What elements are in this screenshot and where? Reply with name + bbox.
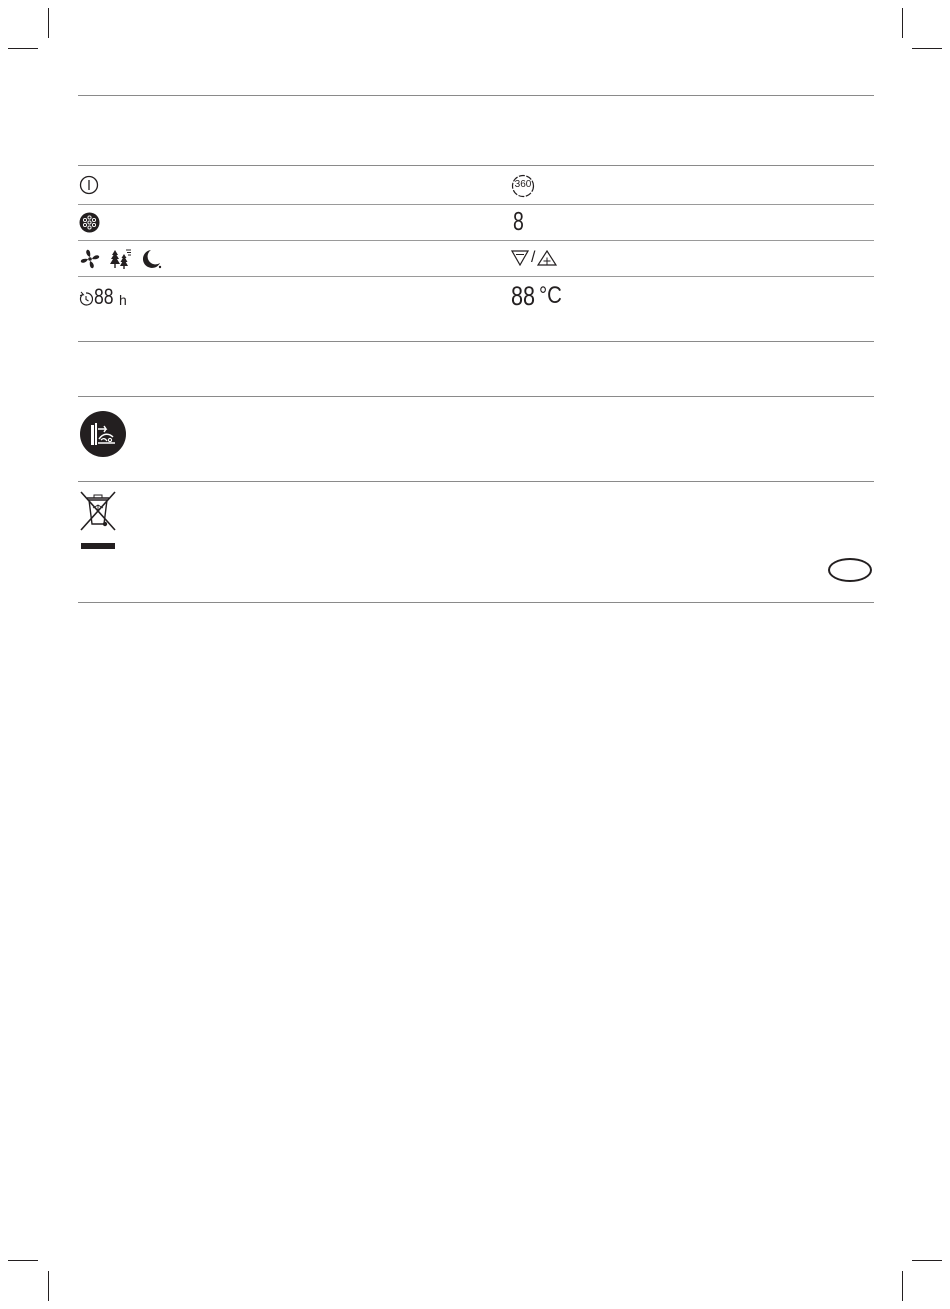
timer-digits: 88 <box>94 284 114 309</box>
rule-row-1 <box>78 204 874 205</box>
rule-table-bottom <box>78 341 874 342</box>
crop-mark-bl-v <box>48 1271 49 1301</box>
row3-right-cell <box>511 250 557 266</box>
row1-right-cell <box>511 174 535 198</box>
row4-left-cell <box>79 286 127 308</box>
temp-up-icon <box>537 250 557 266</box>
temperature-digits: 88 <box>511 281 536 311</box>
rule-top <box>78 95 874 96</box>
rule-table-top <box>78 165 874 166</box>
crop-mark-br-v <box>902 1271 903 1301</box>
temp-down-icon <box>511 250 529 266</box>
weee-crossed-bin-icon <box>79 490 119 552</box>
timer-unit: h <box>119 292 127 308</box>
swing-360-icon <box>511 174 535 198</box>
read-manual-icon <box>79 410 127 458</box>
power-icon <box>79 175 99 195</box>
swing-360-label: 360 <box>514 179 532 190</box>
row4-right-cell <box>511 283 566 310</box>
filter-dots-icon <box>79 212 100 233</box>
rule-row-3 <box>78 276 874 277</box>
digit-display: 8 <box>513 206 524 236</box>
row1-left-cell <box>79 175 99 195</box>
fan-icon <box>79 248 101 270</box>
rule-row-2 <box>78 240 874 241</box>
crop-mark-tr-h <box>912 48 942 49</box>
crop-mark-bl-h <box>8 1260 38 1261</box>
rule-notice-mid <box>78 481 874 482</box>
timer-icon <box>79 290 93 306</box>
crop-mark-tl-v <box>48 8 49 38</box>
row2-right-cell <box>513 208 527 234</box>
row2-left-cell <box>79 212 100 233</box>
rule-notice-top <box>78 396 874 397</box>
temperature-unit: °C <box>539 282 562 309</box>
crop-mark-br-h <box>912 1260 942 1261</box>
ion-trees-icon <box>110 248 132 270</box>
row3-left-cell <box>79 248 163 270</box>
sleep-moon-icon <box>141 248 163 270</box>
crop-mark-tr-v <box>902 8 903 38</box>
country-code-oval <box>828 558 872 582</box>
temp-separator: / <box>531 249 536 266</box>
crop-mark-tl-h <box>8 48 38 49</box>
rule-bottom <box>78 602 874 603</box>
